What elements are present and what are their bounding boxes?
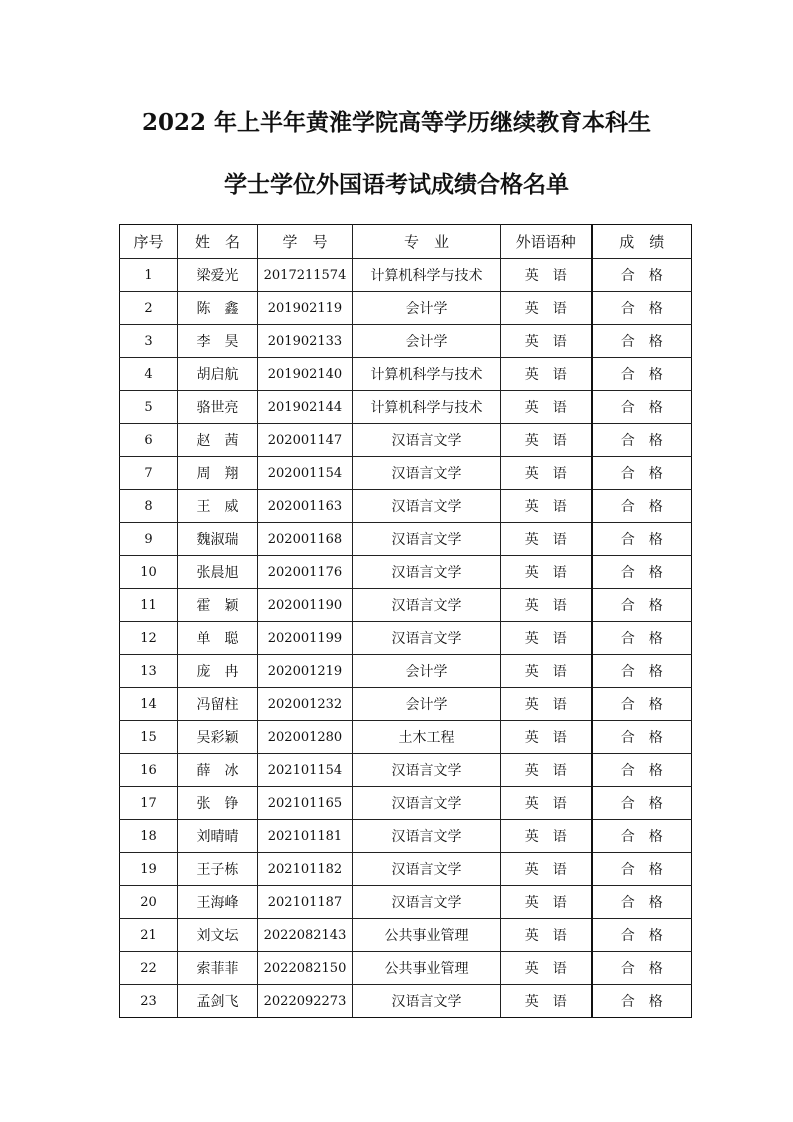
cell-major: 计算机科学与技术 — [353, 391, 501, 424]
cell-student-id: 2022082143 — [258, 919, 353, 952]
cell-student-id: 201902133 — [258, 325, 353, 358]
cell-name: 王海峰 — [178, 886, 258, 919]
cell-result: 合 格 — [592, 655, 692, 688]
cell-language: 英 语 — [501, 259, 592, 292]
cell-name: 吴彩颖 — [178, 721, 258, 754]
cell-result: 合 格 — [592, 523, 692, 556]
cell-result: 合 格 — [592, 259, 692, 292]
document-title-line-1: 2022 年上半年黄淮学院高等学历继续教育本科生 — [141, 109, 652, 136]
header-index: 序号 — [120, 225, 178, 259]
table-row — [120, 688, 692, 721]
cell-name: 魏淑瑞 — [178, 523, 258, 556]
cell-name: 胡启航 — [178, 358, 258, 391]
cell-name: 王 威 — [178, 490, 258, 523]
document-title-line-2: 学士学位外国语考试成绩合格名单 — [224, 171, 569, 198]
cell-index: 5 — [120, 391, 178, 424]
table-row — [120, 358, 692, 391]
cell-student-id: 202001219 — [258, 655, 353, 688]
cell-result: 合 格 — [592, 886, 692, 919]
cell-student-id: 202001232 — [258, 688, 353, 721]
cell-language: 英 语 — [501, 424, 592, 457]
cell-index: 17 — [120, 787, 178, 820]
cell-major: 公共事业管理 — [353, 952, 501, 985]
table-row — [120, 721, 692, 754]
cell-language: 英 语 — [501, 490, 592, 523]
table-row — [120, 985, 692, 1018]
cell-index: 14 — [120, 688, 178, 721]
cell-language: 英 语 — [501, 523, 592, 556]
header-language: 外语语种 — [501, 225, 592, 259]
cell-student-id: 202001199 — [258, 622, 353, 655]
cell-index: 1 — [120, 259, 178, 292]
cell-index: 23 — [120, 985, 178, 1018]
cell-student-id: 2022092273 — [258, 985, 353, 1018]
cell-result: 合 格 — [592, 688, 692, 721]
cell-major: 计算机科学与技术 — [353, 358, 501, 391]
cell-result: 合 格 — [592, 391, 692, 424]
cell-student-id: 201902144 — [258, 391, 353, 424]
header-major: 专 业 — [353, 225, 501, 259]
cell-index: 2 — [120, 292, 178, 325]
cell-result: 合 格 — [592, 325, 692, 358]
header-result: 成 绩 — [592, 225, 692, 259]
cell-index: 7 — [120, 457, 178, 490]
table-row — [120, 292, 692, 325]
cell-result: 合 格 — [592, 952, 692, 985]
table-row — [120, 424, 692, 457]
cell-language: 英 语 — [501, 457, 592, 490]
cell-major: 汉语言文学 — [353, 886, 501, 919]
cell-name: 庞 冉 — [178, 655, 258, 688]
cell-name: 李 昊 — [178, 325, 258, 358]
cell-result: 合 格 — [592, 985, 692, 1018]
cell-index: 8 — [120, 490, 178, 523]
cell-name: 王子栋 — [178, 853, 258, 886]
cell-index: 18 — [120, 820, 178, 853]
table-row — [120, 820, 692, 853]
cell-index: 6 — [120, 424, 178, 457]
cell-name: 周 翔 — [178, 457, 258, 490]
results-table — [119, 224, 692, 1018]
cell-name: 薛 冰 — [178, 754, 258, 787]
table-row — [120, 490, 692, 523]
cell-index: 4 — [120, 358, 178, 391]
cell-language: 英 语 — [501, 622, 592, 655]
cell-student-id: 202001147 — [258, 424, 353, 457]
cell-index: 19 — [120, 853, 178, 886]
cell-result: 合 格 — [592, 292, 692, 325]
cell-index: 12 — [120, 622, 178, 655]
cell-index: 15 — [120, 721, 178, 754]
cell-name: 刘文坛 — [178, 919, 258, 952]
cell-major: 计算机科学与技术 — [353, 259, 501, 292]
cell-result: 合 格 — [592, 424, 692, 457]
cell-result: 合 格 — [592, 358, 692, 391]
cell-student-id: 2017211574 — [258, 259, 353, 292]
cell-name: 赵 茜 — [178, 424, 258, 457]
cell-student-id: 202001154 — [258, 457, 353, 490]
cell-index: 9 — [120, 523, 178, 556]
cell-name: 冯留柱 — [178, 688, 258, 721]
cell-major: 汉语言文学 — [353, 985, 501, 1018]
table-row — [120, 886, 692, 919]
cell-student-id: 201902119 — [258, 292, 353, 325]
cell-major: 会计学 — [353, 292, 501, 325]
cell-language: 英 语 — [501, 952, 592, 985]
cell-major: 会计学 — [353, 655, 501, 688]
cell-student-id: 202001163 — [258, 490, 353, 523]
cell-major: 汉语言文学 — [353, 490, 501, 523]
cell-major: 会计学 — [353, 325, 501, 358]
cell-result: 合 格 — [592, 721, 692, 754]
cell-index: 3 — [120, 325, 178, 358]
cell-student-id: 202101182 — [258, 853, 353, 886]
table-row — [120, 853, 692, 886]
cell-major: 汉语言文学 — [353, 523, 501, 556]
cell-major: 汉语言文学 — [353, 853, 501, 886]
cell-major: 土木工程 — [353, 721, 501, 754]
cell-major: 汉语言文学 — [353, 820, 501, 853]
cell-student-id: 202101154 — [258, 754, 353, 787]
cell-name: 索菲菲 — [178, 952, 258, 985]
cell-result: 合 格 — [592, 853, 692, 886]
cell-major: 汉语言文学 — [353, 589, 501, 622]
table-row — [120, 754, 692, 787]
cell-name: 张 铮 — [178, 787, 258, 820]
table-row — [120, 589, 692, 622]
cell-major: 会计学 — [353, 688, 501, 721]
cell-result: 合 格 — [592, 622, 692, 655]
cell-language: 英 语 — [501, 556, 592, 589]
cell-index: 22 — [120, 952, 178, 985]
cell-name: 孟剑飞 — [178, 985, 258, 1018]
cell-language: 英 语 — [501, 886, 592, 919]
cell-index: 21 — [120, 919, 178, 952]
table-row — [120, 523, 692, 556]
cell-language: 英 语 — [501, 391, 592, 424]
cell-student-id: 202101165 — [258, 787, 353, 820]
table-row — [120, 556, 692, 589]
cell-index: 10 — [120, 556, 178, 589]
cell-language: 英 语 — [501, 820, 592, 853]
cell-language: 英 语 — [501, 655, 592, 688]
table-body — [120, 259, 692, 1018]
cell-name: 霍 颖 — [178, 589, 258, 622]
cell-language: 英 语 — [501, 787, 592, 820]
cell-student-id: 202101187 — [258, 886, 353, 919]
cell-name: 刘晴晴 — [178, 820, 258, 853]
cell-major: 汉语言文学 — [353, 556, 501, 589]
header-student-id: 学 号 — [258, 225, 353, 259]
cell-student-id: 202001190 — [258, 589, 353, 622]
cell-result: 合 格 — [592, 589, 692, 622]
cell-index: 13 — [120, 655, 178, 688]
cell-major: 汉语言文学 — [353, 754, 501, 787]
cell-language: 英 语 — [501, 325, 592, 358]
table-row — [120, 457, 692, 490]
cell-result: 合 格 — [592, 556, 692, 589]
table-row — [120, 259, 692, 292]
cell-language: 英 语 — [501, 985, 592, 1018]
cell-language: 英 语 — [501, 358, 592, 391]
table-row — [120, 325, 692, 358]
cell-name: 梁爱光 — [178, 259, 258, 292]
cell-language: 英 语 — [501, 754, 592, 787]
cell-major: 公共事业管理 — [353, 919, 501, 952]
table-row — [120, 655, 692, 688]
cell-language: 英 语 — [501, 688, 592, 721]
cell-student-id: 202101181 — [258, 820, 353, 853]
table-row — [120, 622, 692, 655]
cell-major: 汉语言文学 — [353, 424, 501, 457]
cell-index: 16 — [120, 754, 178, 787]
cell-student-id: 202001176 — [258, 556, 353, 589]
header-name: 姓 名 — [178, 225, 258, 259]
table-row — [120, 391, 692, 424]
cell-student-id: 202001280 — [258, 721, 353, 754]
cell-name: 骆世亮 — [178, 391, 258, 424]
cell-language: 英 语 — [501, 589, 592, 622]
cell-language: 英 语 — [501, 919, 592, 952]
cell-major: 汉语言文学 — [353, 787, 501, 820]
cell-language: 英 语 — [501, 292, 592, 325]
cell-index: 11 — [120, 589, 178, 622]
cell-major: 汉语言文学 — [353, 622, 501, 655]
table-header-row — [120, 225, 692, 259]
cell-name: 单 聪 — [178, 622, 258, 655]
cell-student-id: 2022082150 — [258, 952, 353, 985]
cell-name: 陈 鑫 — [178, 292, 258, 325]
cell-result: 合 格 — [592, 787, 692, 820]
table-row — [120, 787, 692, 820]
cell-result: 合 格 — [592, 919, 692, 952]
cell-language: 英 语 — [501, 721, 592, 754]
cell-name: 张晨旭 — [178, 556, 258, 589]
cell-index: 20 — [120, 886, 178, 919]
cell-language: 英 语 — [501, 853, 592, 886]
cell-result: 合 格 — [592, 457, 692, 490]
cell-result: 合 格 — [592, 820, 692, 853]
cell-major: 汉语言文学 — [353, 457, 501, 490]
cell-student-id: 202001168 — [258, 523, 353, 556]
cell-result: 合 格 — [592, 754, 692, 787]
table-row — [120, 919, 692, 952]
cell-student-id: 201902140 — [258, 358, 353, 391]
cell-result: 合 格 — [592, 490, 692, 523]
table-row — [120, 952, 692, 985]
